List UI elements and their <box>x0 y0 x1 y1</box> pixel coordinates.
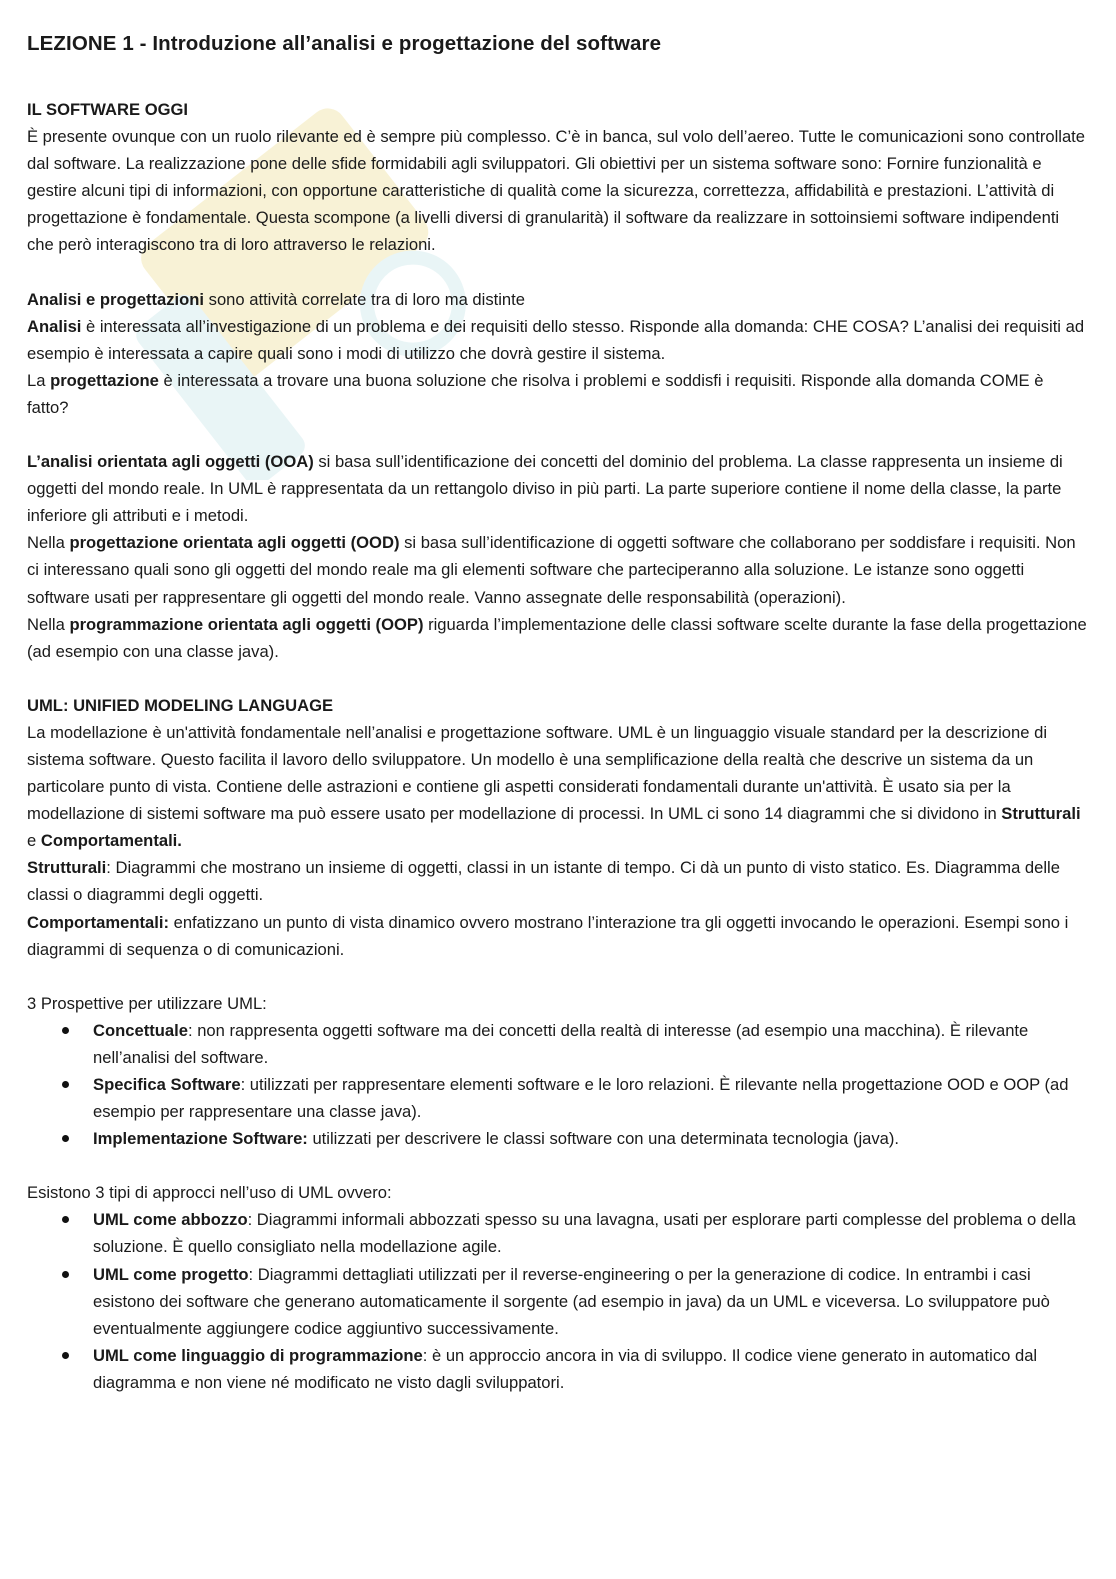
document-page <box>27 28 1087 1396</box>
text-run: e <box>27 831 41 851</box>
text-run: si basa sull’identificazione dei concetti del dominio del problema. La classe rappresenta un insieme di oggetti del mondo reale. In UML è rappresentata da un rettangolo diviso in più parti. La parte superiore contiene il nome della classe, la parte inferiore gli attributi e i metodi. <box>27 452 1063 526</box>
paragraph-strutturali <box>27 854 1087 908</box>
list-item <box>93 1261 1087 1342</box>
list-item <box>93 1017 1087 1071</box>
bold-term: Implementazione Software: <box>93 1129 308 1149</box>
list-prospettive <box>27 1017 1087 1152</box>
paragraph-uml-intro <box>27 719 1087 854</box>
text-run: : utilizzati per rappresentare elementi software e le loro relazioni. È rilevante nella progettazione OOD e OOP (ad esempio per rappresentare una classe java). <box>93 1075 1069 1122</box>
section-heading-software-oggi: IL SOFTWARE OGGI <box>27 100 189 119</box>
paragraph-ood <box>27 529 1087 610</box>
list-item <box>93 1125 1087 1152</box>
paragraph-analisi <box>27 313 1087 367</box>
bold-term: L’analisi orientata agli oggetti (OOA) <box>27 452 314 472</box>
text-run: : Diagrammi informali abbozzati spesso su una lavagna, usati per esplorare parti complesse del problema o della soluzione. È quello consigliato nella modellazione agile. <box>93 1210 1076 1257</box>
text-run: : è un approccio ancora in via di sviluppo. Il codice viene generato in automatico dal diagramma e non viene né modificato ne visto dagli sviluppatori. <box>93 1345 1038 1392</box>
bold-term: Analisi e progettazioni <box>27 289 205 309</box>
text-run: enfatizzano un punto di vista dinamico ovvero mostrano l’interazione tra gli oggetti invocando le operazioni. Esempi sono i diagrammi di sequenza o di comunicazioni. <box>27 912 1069 959</box>
list-approcci <box>27 1206 1087 1396</box>
paragraph-progettazione <box>27 367 1087 421</box>
paragraph-analisi-progettazioni <box>27 286 1087 313</box>
text-run: : Diagrammi che mostrano un insieme di oggetti, classi in un istante di tempo. Ci dà un punto di visto statico. Es. Diagramma delle classi o diagrammi degli oggetti. <box>27 858 1060 905</box>
paragraph-software-oggi: È presente ovunque con un ruolo rilevante ed è sempre più complesso. C’è in banca, sul volo dell’aereo. Tutte le comunicazioni sono controllate dal software. La realizzazione pone delle sfide formidabili agli sviluppatori. Gli obiettivi per un sistema software sono: Fornire funzionalità e gestire alcuni tipi di informazioni, con opportune caratteristiche di qualità come la sicurezza, correttezza, affidabilità e prestazioni. L’attività di progettazione è fondamentale. Questa scompone (a livelli diversi di granularità) il software da realizzare in sottoinsiemi software indipendenti che però interagiscono tra di loro attraverso le relazioni. <box>27 127 1086 255</box>
bold-term: Analisi <box>27 316 82 336</box>
list-item <box>93 1206 1087 1260</box>
text-run: Nella <box>27 614 70 634</box>
paragraph-prospettive-intro: 3 Prospettive per utilizzare UML: <box>27 993 267 1013</box>
bold-term: progettazione <box>50 370 159 390</box>
paragraph-ooa <box>27 448 1087 529</box>
paragraph-oop <box>27 611 1087 665</box>
bold-term: progettazione orientata agli oggetti (OOD) <box>69 533 400 553</box>
text-run: utilizzati per descrivere le classi software con una determinata tecnologia (java). <box>307 1129 900 1149</box>
bold-term: UML come abbozzo <box>93 1210 248 1230</box>
paragraph-comportamentali <box>27 909 1087 963</box>
text-run: è interessata a trovare una buona soluzione che risolva i problemi e soddisfi i requisiti. Risponde alla domanda COME è fatto? <box>27 370 1044 417</box>
text-run: è interessata all’investigazione di un problema e dei requisiti dello stesso. Risponde alla domanda: CHE COSA? L’analisi dei requisiti ad esempio è interessata a capire quali sono i modi di utilizzo che dovrà gestire il sistema. <box>27 316 1085 363</box>
text-run: sono attività correlate tra di loro ma distinte <box>204 289 525 309</box>
text-run: : non rappresenta oggetti software ma dei concetti della realtà di interesse (ad esempio una macchina). È rilevante nell’analisi del software. <box>93 1020 1029 1067</box>
bold-term: Comportamentali. <box>40 831 182 851</box>
paragraph-approcci-intro: Esistono 3 tipi di approcci nell’uso di UML ovvero: <box>27 1183 392 1203</box>
bold-term: Specifica Software <box>93 1075 241 1094</box>
text-run: Nella <box>27 533 70 553</box>
section-heading-uml: UML: UNIFIED MODELING LANGUAGE <box>27 695 334 715</box>
list-item <box>93 1071 1087 1125</box>
bold-term: UML come linguaggio di programmazione <box>93 1345 423 1365</box>
text-run: : Diagrammi dettagliati utilizzati per il reverse-engineering o per la generazione di codice. In entrambi i casi esistono dei software che generano automaticamente il sorgente (ad esempio in java) da un UML e viceversa. Lo sviluppatore può eventualmente aggiungere codice aggiuntivo successivamente. <box>93 1264 1050 1338</box>
bold-term: programmazione orientata agli oggetti (OOP) <box>69 614 424 634</box>
page-title: LEZIONE 1 - Introduzione all’analisi e progettazione del software <box>27 32 662 55</box>
bold-term: Strutturali <box>1001 804 1081 824</box>
text-run: La modellazione è un'attività fondamentale nell’analisi e progettazione software. UML è un linguaggio visuale standard per la descrizione di sistema software. Questo facilita il lavoro dello sviluppatore. Un modello è una semplificazione della realtà che descrive un sistema da un particolare punto di vista. Contiene delle astrazioni e contiene gli aspetti considerati fondamentali durante un'attività. È usato sia per la modellazione di sistemi software ma può essere usato per modellazione di processi. In UML ci sono 14 diagrammi che si dividono in <box>27 722 1048 824</box>
bold-term: Concettuale <box>93 1020 188 1040</box>
text-run: La <box>27 370 51 390</box>
list-item <box>93 1342 1087 1396</box>
text-run: si basa sull’identificazione di oggetti software che collaborano per soddisfare i requisiti. Non ci interessano quali sono gli oggetti del mondo reale ma gli elementi software che parteciperanno alla soluzione. Le istanze sono oggetti software usati per rappresentare gli oggetti del mondo reale. Vanno assegnate delle responsabilità (operazioni). <box>27 533 1076 607</box>
bold-term: Comportamentali: <box>27 912 169 932</box>
bold-term: UML come progetto <box>93 1264 249 1284</box>
text-run: riguarda l’implementazione delle classi software scelte durante la fase della progettazione (ad esempio con una classe java). <box>27 614 1087 661</box>
bold-term: Strutturali <box>27 858 107 878</box>
